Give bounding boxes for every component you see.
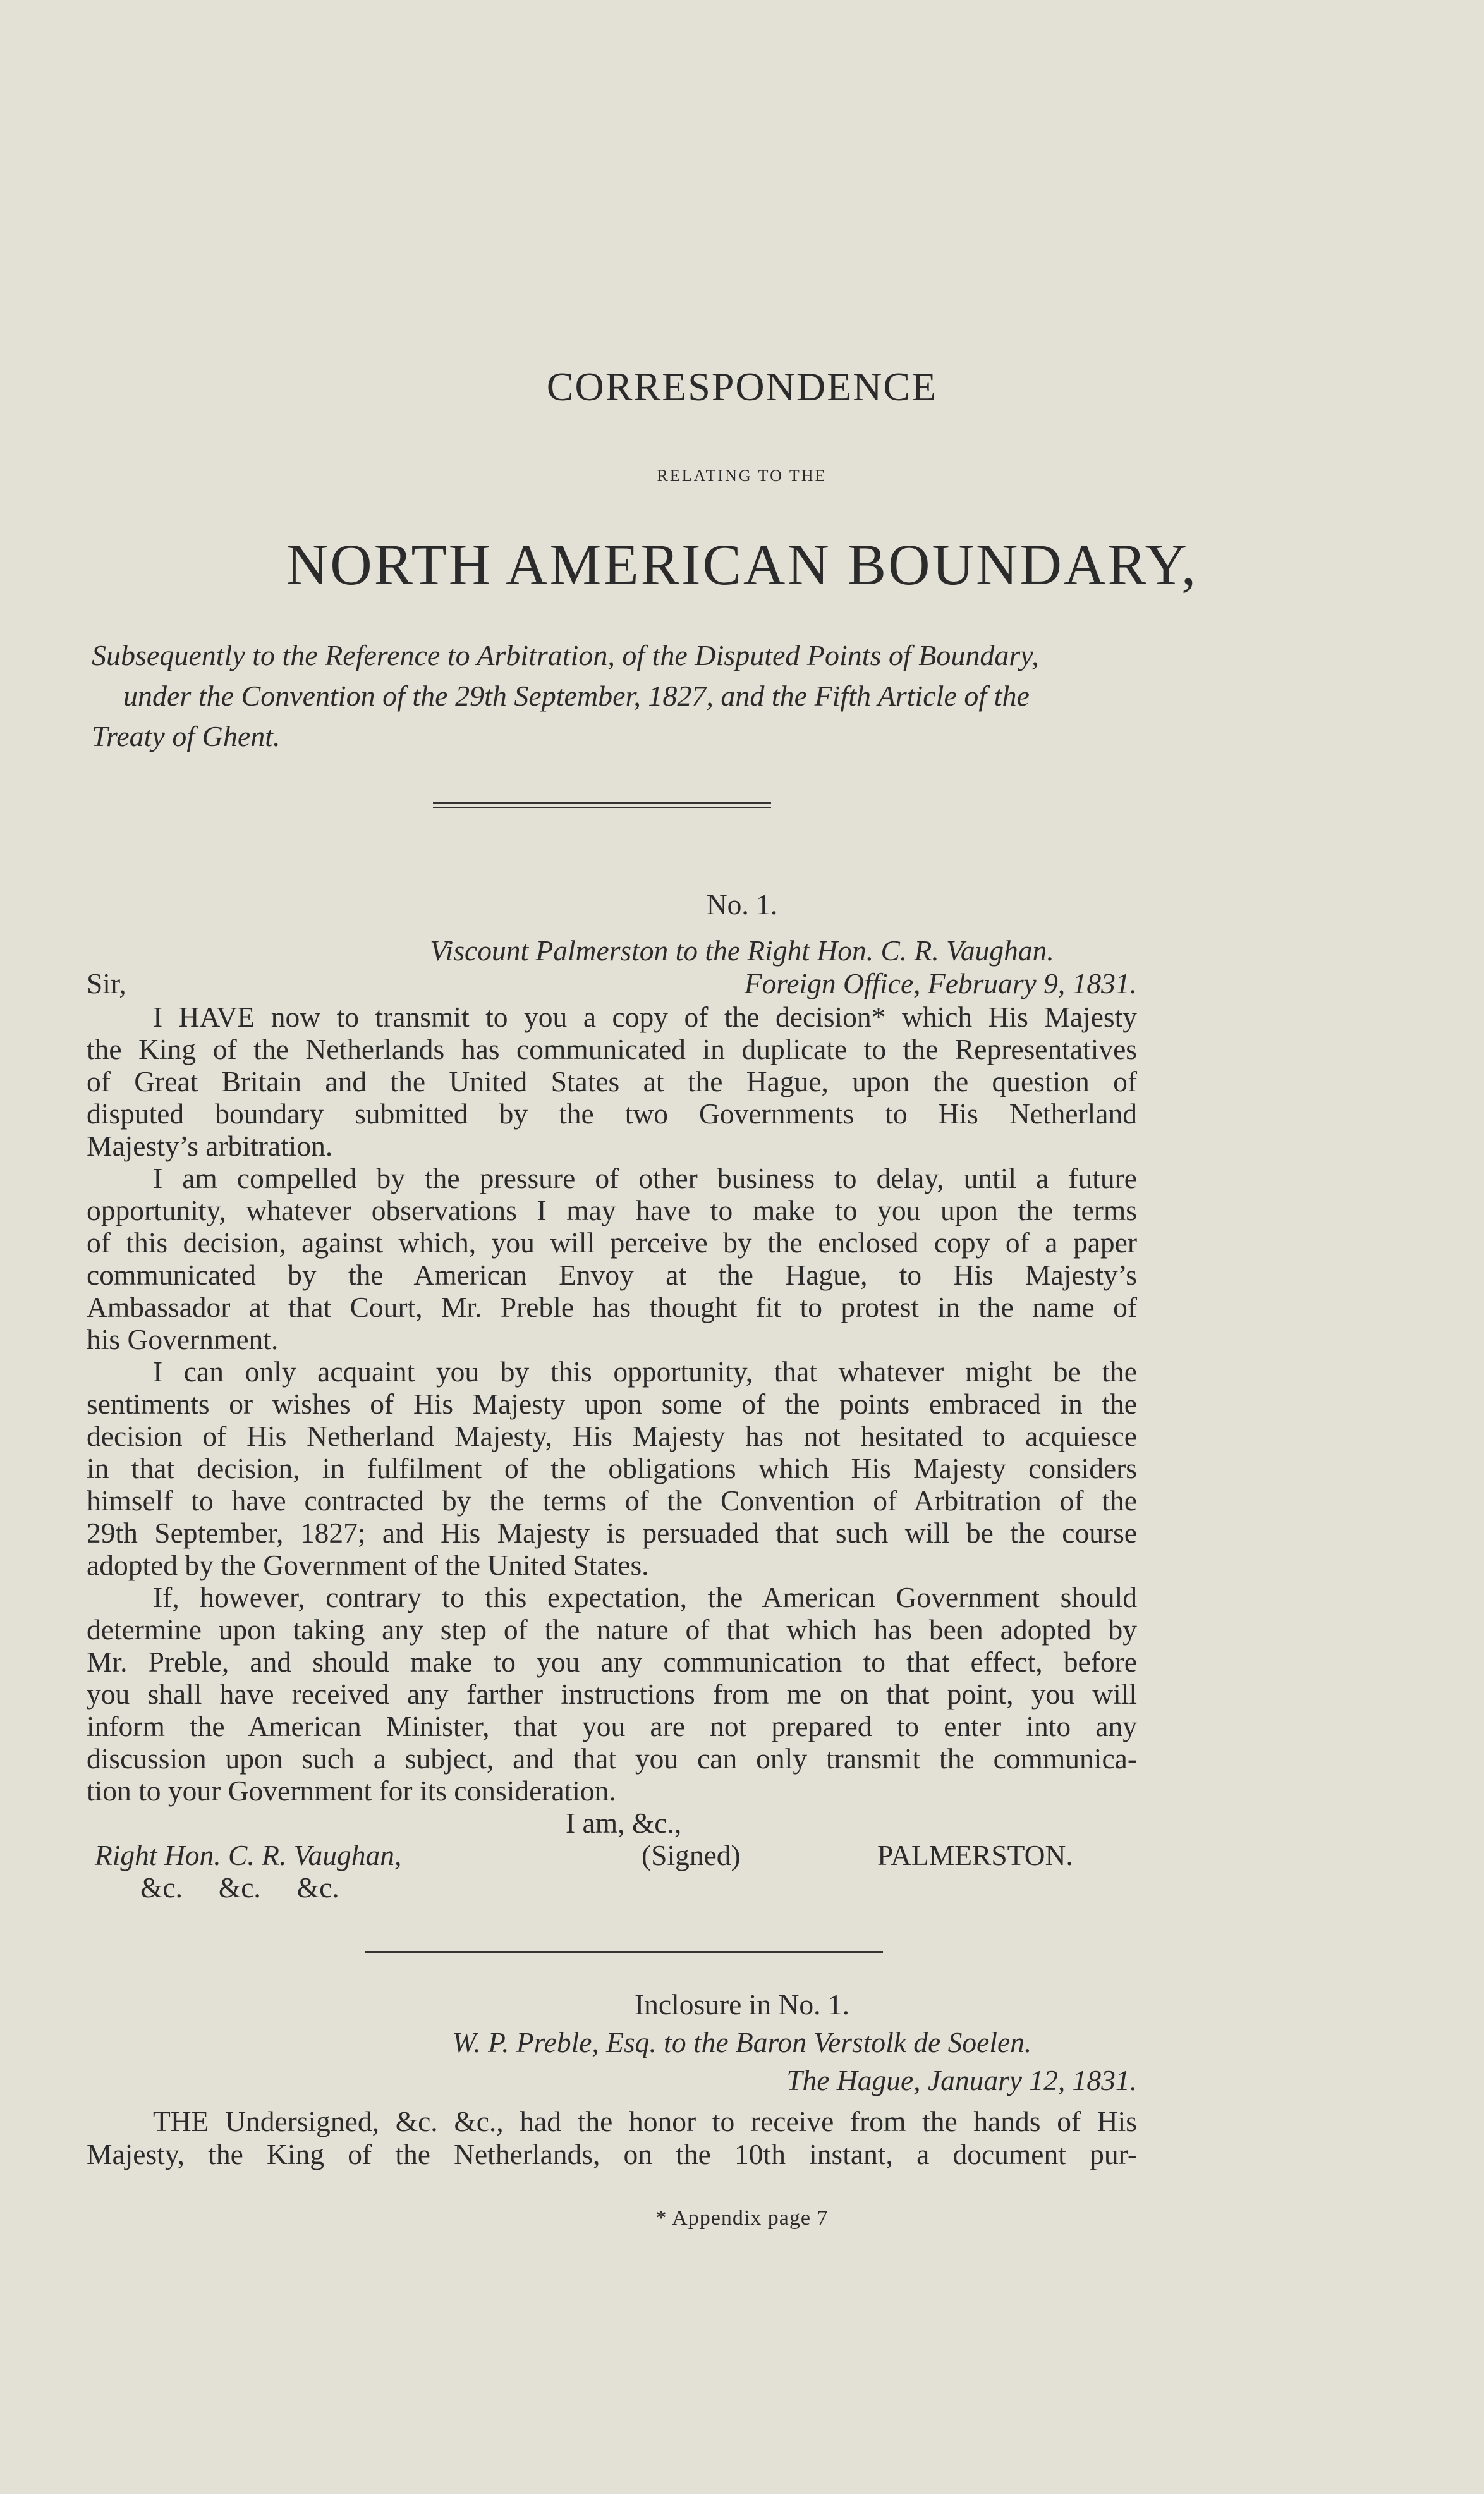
body-line: you shall have received any farther instructions from me on that point, you will [87, 1678, 1137, 1710]
body-line: discussion upon such a subject, and that you can only transmit the communica- [87, 1742, 1137, 1775]
body-line: Mr. Preble, and should make to you any communication to that effect, before [87, 1646, 1137, 1678]
signature: PALMERSTON. [877, 1839, 1073, 1871]
body-line: determine upon taking any step of the nature of that which has been adopted by [87, 1613, 1137, 1646]
body-line: sentiments or wishes of His Majesty upon some of the points embraced in the [87, 1388, 1137, 1420]
letter-heading: Viscount Palmerston to the Right Hon. C. R. Vaughan. [430, 934, 1054, 967]
body-line: his Government. [87, 1323, 279, 1355]
body-line: in that decision, in fulfilment of the obligations which His Majesty considers [87, 1452, 1137, 1484]
body-line: of this decision, against which, you will perceive by the enclosed copy of a paper [87, 1226, 1137, 1259]
body-line: Majesty, the King of the Netherlands, on the 10th instant, a document pur- [87, 2138, 1137, 2170]
body-line: 29th September, 1827; and His Majesty is persuaded that such will be the course [87, 1517, 1137, 1549]
inclosure-place-date-text: The Hague, January 12, 1831. [786, 2064, 1137, 2096]
body-line: of Great Britain and the United States at the Hague, upon the question of [87, 1065, 1137, 1097]
inclosure-place-date [632, 2064, 1137, 2096]
subtitle [92, 635, 1141, 757]
body-line: opportunity, whatever observations I may have to make to you upon the terms [87, 1194, 1137, 1226]
signed-label: (Signed) [642, 1839, 741, 1871]
body-line: communicated by the American Envoy at the Hague, to His Majesty’s [87, 1259, 1137, 1291]
closing: I am, &c., [566, 1807, 682, 1839]
subtitle-line: under the Convention of the 29th September, 1827, and the Fifth Article of the [123, 680, 1030, 712]
body-line: himself to have contracted by the terms of the Convention of Arbitration of the [87, 1484, 1137, 1517]
body-line: Ambassador at that Court, Mr. Preble has thought fit to protest in the name of [87, 1291, 1137, 1323]
body-line: decision of His Netherland Majesty, His Majesty has not hesitated to acquiesce [87, 1420, 1137, 1452]
document-title: CORRESPONDENCE [546, 364, 938, 409]
etc-line: &c. &c. &c. [140, 1871, 339, 1904]
body-line: I HAVE now to transmit to you a copy of the decision* which His Majesty [153, 1001, 1137, 1033]
body-line: I can only acquaint you by this opportunity, that whatever might be the [153, 1355, 1137, 1388]
body-line: I am compelled by the pressure of other business to delay, until a future [153, 1162, 1137, 1194]
main-title: NORTH AMERICAN BOUNDARY, [286, 532, 1198, 597]
body-line: disputed boundary submitted by the two Governments to His Netherland [87, 1097, 1137, 1130]
double-rule-divider [433, 802, 771, 808]
place-date-text: Foreign Office, February 9, 1831. [744, 967, 1137, 999]
inclosure-number: Inclosure in No. 1. [635, 1988, 849, 2020]
body-line: If, however, contrary to this expectation, the American Government should [153, 1581, 1137, 1613]
body-line: tion to your Government for its consideration. [87, 1775, 616, 1807]
subtitle-line: Subsequently to the Reference to Arbitration, of the Disputed Points of Boundary, [92, 639, 1039, 671]
section-divider [365, 1951, 883, 1953]
letter-number: No. 1. [706, 888, 778, 920]
footnote: * Appendix page 7 [655, 2206, 829, 2230]
relating-to-label: RELATING TO THE [657, 467, 827, 485]
subtitle-line: Treaty of Ghent. [92, 720, 281, 752]
body-line: inform the American Minister, that you are not prepared to enter into any [87, 1710, 1137, 1742]
addressee: Right Hon. C. R. Vaughan, [95, 1839, 402, 1871]
place-date [632, 967, 1137, 999]
body-line: THE Undersigned, &c. &c., had the honor to receive from the hands of His [153, 2105, 1137, 2137]
salutation: Sir, [87, 967, 126, 999]
inclosure-heading: W. P. Preble, Esq. to the Baron Verstolk de Soelen. [452, 2026, 1032, 2058]
body-line: the King of the Netherlands has communicated in duplicate to the Representatives [87, 1033, 1137, 1065]
body-line: Majesty’s arbitration. [87, 1130, 333, 1162]
body-line: adopted by the Government of the United States. [87, 1549, 649, 1581]
